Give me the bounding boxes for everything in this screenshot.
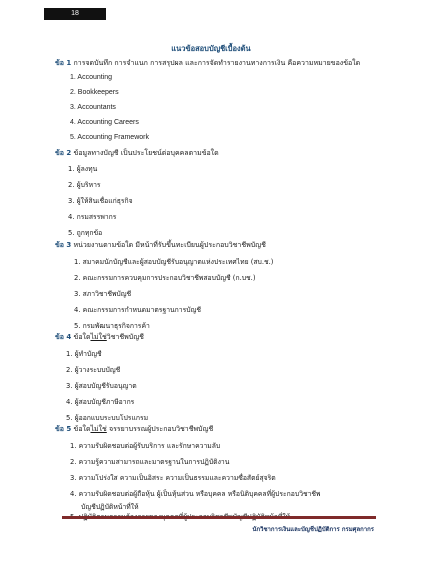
question-5-option-2: 2. ความรู้ความสามารถและมาตรฐานในการปฏิบัติงาน bbox=[70, 458, 230, 466]
question-1-option-4: 4. Accounting Careers bbox=[70, 119, 139, 126]
question-2-option-5: 5. ถูกทุกข้อ bbox=[68, 229, 103, 237]
question-2-option-2: 2. ผู้บริหาร bbox=[68, 181, 101, 189]
question-2-option-4: 4. กรมสรรพากร bbox=[68, 213, 117, 221]
question-1-label: ข้อ 1 bbox=[55, 59, 72, 67]
question-3-option-2: 2. คณะกรรมการควบคุมการประกอบวิชาชีพสอบบัญชี (ก.บช.) bbox=[74, 274, 256, 282]
question-1-option-3: 3. Accountants bbox=[70, 104, 116, 111]
question-3-label: ข้อ 3 bbox=[55, 241, 72, 249]
question-3 bbox=[55, 240, 266, 251]
question-2-text: ข้อมูลทางบัญชี เป็นประโยชน์ต่อบุคคลตามข้อใด bbox=[73, 149, 219, 157]
question-1-option-2: 2. Bookkeepers bbox=[70, 89, 119, 96]
question-5-text-post: จรรยาบรรณผู้ประกอบวิชาชีพบัญชี bbox=[106, 425, 214, 433]
question-5-option-1: 1. ความรับผิดชอบต่อผู้รับบริการ และรักษาความลับ bbox=[70, 442, 221, 450]
question-2-option-3: 3. ผู้ให้สินเชื่อแก่ธุรกิจ bbox=[68, 197, 133, 205]
question-5-label: ข้อ 5 bbox=[55, 425, 72, 433]
question-1-option-1: 1. Accounting bbox=[70, 74, 113, 81]
question-4-text-post: วิชาชีพบัญชี bbox=[106, 333, 144, 341]
question-1-text: การจดบันทึก การจำแนก การสรุปผล และการจัดทำรายงานทางการเงิน คือความหมายของข้อใด bbox=[73, 59, 361, 67]
question-3-option-3: 3. สภาวิชาชีพบัญชี bbox=[74, 290, 132, 298]
question-4-text-underlined: ไม่ใช่ bbox=[90, 333, 107, 341]
question-2-label: ข้อ 2 bbox=[55, 149, 72, 157]
question-3-option-5: 5. กรมพัฒนาธุรกิจการค้า bbox=[74, 322, 150, 330]
question-5-option-4-continued: บัญชีปฏิบัติหน้าที่ให้ bbox=[81, 503, 139, 511]
question-4-option-5: 5. ผู้ออกแบบระบบโปรแกรม bbox=[66, 414, 149, 422]
question-2 bbox=[55, 148, 219, 159]
question-4-label: ข้อ 4 bbox=[55, 333, 72, 341]
question-4-option-2: 2. ผู้วางระบบบัญชี bbox=[66, 366, 121, 374]
question-1 bbox=[55, 58, 360, 69]
question-4-option-1: 1. ผู้ทำบัญชี bbox=[66, 350, 102, 358]
question-5-option-4: 4. ความรับผิดชอบต่อผู้ถือหุ้น ผู้เป็นหุ้นส่วน หรือบุคคล หรือนิติบุคคลที่ผู้ประกอบวิชาชีพ bbox=[70, 490, 321, 498]
question-4 bbox=[55, 332, 144, 343]
question-2-option-1: 1. ผู้ลงทุน bbox=[68, 165, 98, 173]
question-3-text: หน่วยงานตามข้อใด มีหน้าที่รับขึ้นทะเบียนผู้ประกอบวิชาชีพบัญชี bbox=[73, 241, 266, 249]
question-5-text-pre: ข้อใด bbox=[73, 425, 91, 433]
footer-divider bbox=[62, 516, 376, 519]
question-4-text-pre: ข้อใด bbox=[73, 333, 91, 341]
question-4-option-4: 4. ผู้สอบบัญชีภาษีอากร bbox=[66, 398, 135, 406]
page-number-badge: 18 bbox=[44, 8, 106, 20]
question-5-option-3: 3. ความโปร่งใส ความเป็นอิสระ ความเป็นธรรมและความซื่อสัตย์สุจริต bbox=[70, 474, 276, 482]
question-3-option-1: 1. สมาคมนักบัญชีและผู้สอบบัญชีรับอนุญาตแห่งประเทศไทย (สบ.ช.) bbox=[74, 258, 274, 266]
question-5-text-underlined: ไม่ใช่ bbox=[90, 425, 107, 433]
question-4-option-3: 3. ผู้สอบบัญชีรับอนุญาต bbox=[66, 382, 137, 390]
footer-text: นักวิชาการเงินและบัญชีปฏิบัติการ กรมศุลกากร bbox=[252, 526, 374, 533]
page-title: แนวข้อสอบบัญชีเบื้องต้น bbox=[171, 44, 251, 53]
question-3-option-4: 4. คณะกรรมการกำหนดมาตรฐานการบัญชี bbox=[74, 306, 201, 314]
question-5 bbox=[55, 424, 213, 435]
question-1-option-5: 5. Accounting Framework bbox=[70, 134, 149, 141]
